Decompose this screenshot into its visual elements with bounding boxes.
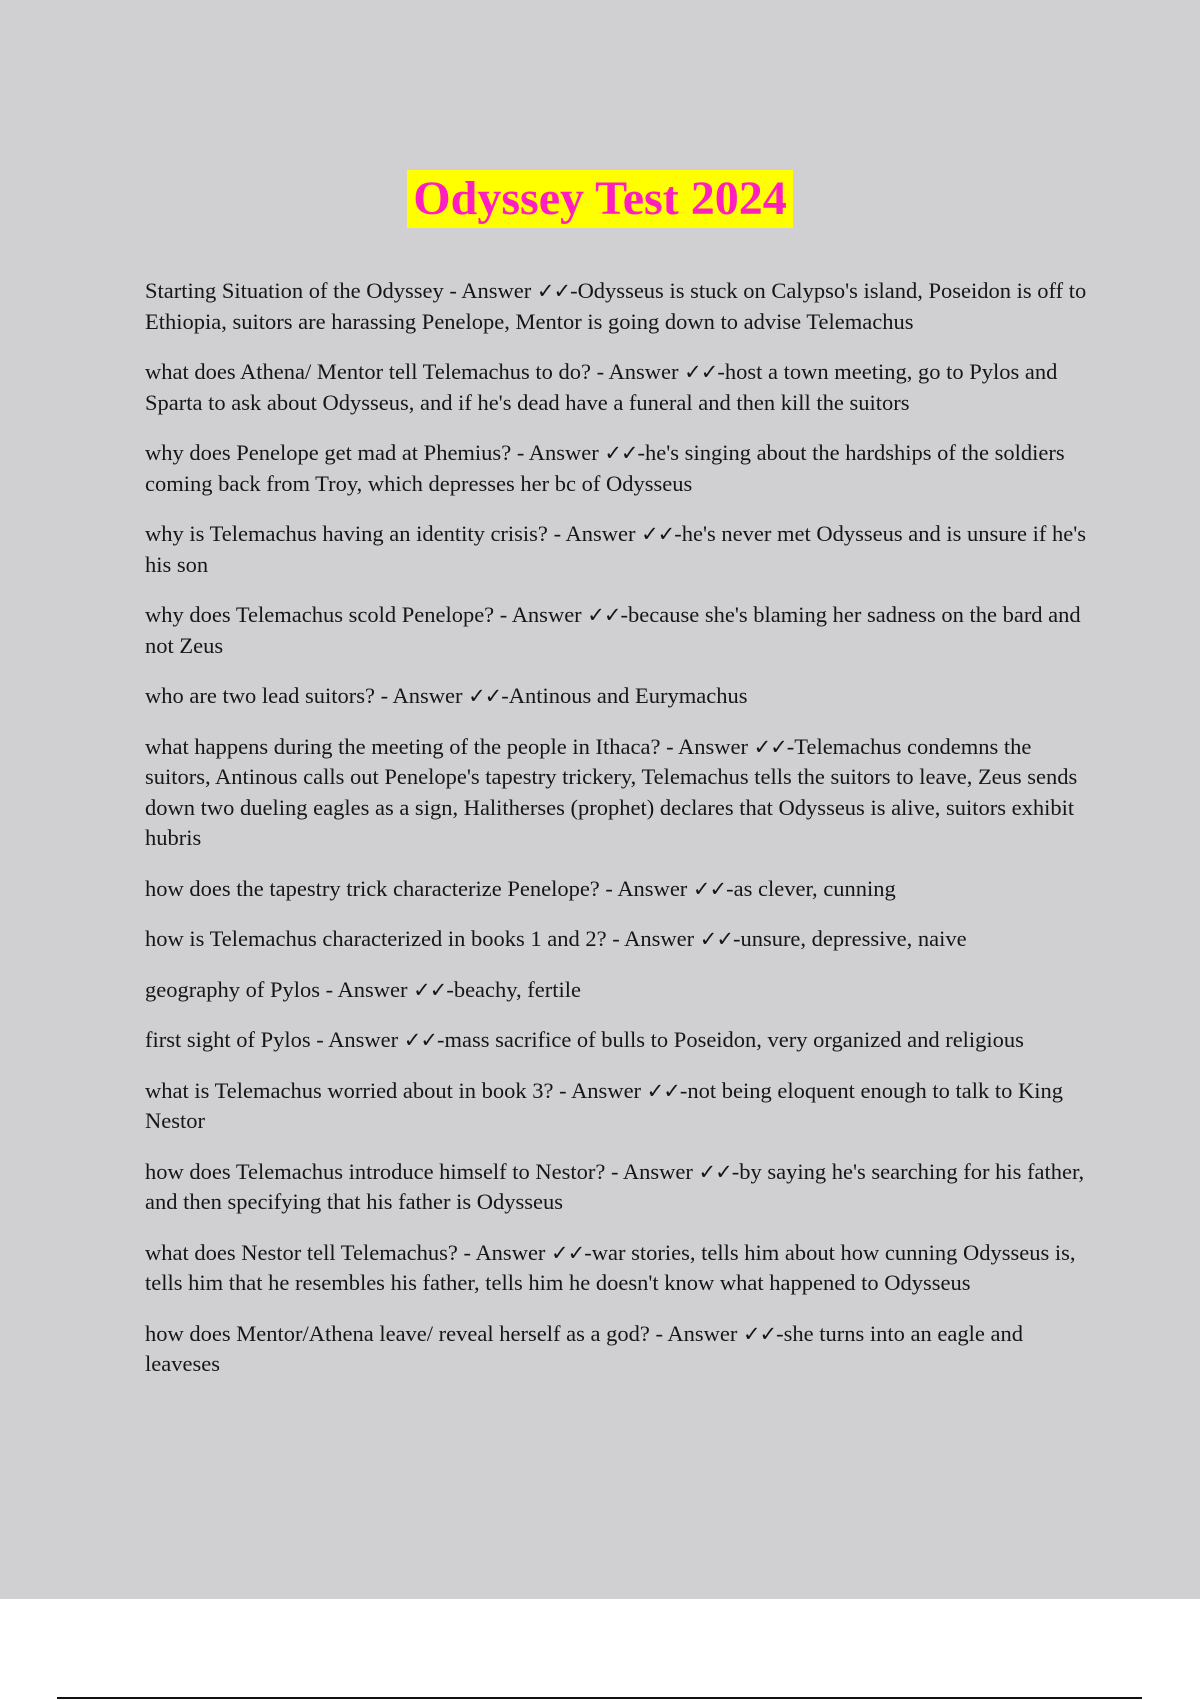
double-check-icon: ✓✓ [551,1240,585,1265]
document-title: Odyssey Test 2024 [407,170,792,228]
double-check-icon: ✓✓ [698,1159,732,1184]
question-text: geography of Pylos [145,976,320,1002]
qa-item: why does Penelope get mad at Phemius? - Answer ✓✓-he's singing about the hardships of the soldiers coming back from Troy, which depresses her bc of Odysseus [145,440,1065,496]
answer-text: host a town meeting, go to Pylos and Sparta to ask about Odysseus, and if he's dead have a funeral and then kill the suitors [145,359,1058,415]
answer-text: she turns into an eagle and leaveses [145,1320,1023,1376]
answer-label: Answer [475,1239,546,1265]
qa-item: how is Telemachus characterized in books 1 and 2? - Answer ✓✓-unsure, depressive, naive [145,926,967,951]
answer-label: Answer [461,278,532,303]
double-check-icon: ✓✓ [742,1321,777,1346]
answer-label: Answer [677,733,748,759]
qa-item: how does Mentor/Athena leave/ reveal herself as a god? - Answer ✓✓-she turns into an eagle and leaveses [145,1320,1023,1376]
double-check-icon: ✓✓ [699,927,733,951]
double-check-icon: ✓✓ [692,876,727,901]
qa-item: how does Telemachus introduce himself to Nestor? - Answer ✓✓-by saying he's searching for his father, and then specifying that his father is Odysseus [145,1158,1085,1214]
answer-label: Answer [617,875,688,901]
question-text: how is Telemachus characterized in books 1 and 2? [145,926,607,951]
answer-text: beachy, fertile [453,976,582,1002]
qa-item: what does Athena/ Mentor tell Telemachus to do? - Answer ✓✓-host a town meeting, go to Pylos and Sparta to ask about Odysseus, and if he's dead have a funeral and then kill the suitors [145,359,1058,415]
question-text: first sight of Pylos [145,1027,311,1052]
answer-text: because she's blaming her sadness on the bard and not Zeus [145,602,1081,658]
double-check-icon: ✓✓ [468,684,502,708]
answer-text: Odysseus is stuck on Calypso's island, Poseidon is off to Ethiopia, suitors are harassing Penelope, Mentor is going down to advise Telemachus [145,278,1087,334]
answer-label: Answer [667,1320,738,1346]
answer-label: Answer [528,440,599,465]
double-check-icon: ✓✓ [684,360,718,384]
question-text: why does Telemachus scold Penelope? [145,602,495,627]
answer-text: war stories, tells him about how cunning Odysseus is, tells him that he resembles his father, tells him he doesn't know what happened to Odysseus [145,1239,1076,1295]
qa-item: first sight of Pylos - Answer ✓✓-mass sacrifice of bulls to Poseidon, very organized and religious [145,1027,1024,1052]
answer-label: Answer [337,976,408,1002]
answer-text: Telemachus condemns the suitors, Antinous calls out Penelope's tapestry trickery, Telemachus tells the suitors to leave, Zeus sends down two dueling eagles as a sign, Halitherses (prophet) declares that Odysseus is alive, suitors exhibit hubris [145,733,1078,850]
double-check-icon: ✓✓ [604,441,638,465]
answer-text: not being eloquent enough to talk to King Nestor [145,1077,1063,1133]
page-bottom-margin [0,1599,1200,1700]
footer-divider [57,1697,1142,1699]
question-text: what does Nestor tell Telemachus? [145,1239,458,1265]
double-check-icon: ✓✓ [403,1028,437,1052]
double-check-icon: ✓✓ [536,279,571,303]
qa-item: what does Nestor tell Telemachus? - Answer ✓✓-war stories, tells him about how cunning Odysseus is, tells him that he resembles his father, tells him he doesn't know what happened to Odysseus [145,1239,1076,1295]
answer-text: unsure, depressive, naive [740,926,967,951]
qa-item: what happens during the meeting of the people in Ithaca? - Answer ✓✓-Telemachus condemns the suitors, Antinous calls out Penelope's tapestry trickery, Telemachus tells the suitors to leave, Zeus sends down two dueling eagles as a sign, Halitherses (prophet) declares that Odysseus is alive, suitors exhibit hubris [145,733,1078,850]
question-text: what happens during the meeting of the people in Ithaca? [145,733,661,759]
double-check-icon: ✓✓ [587,603,621,627]
answer-label: Answer [624,926,695,951]
question-text: Starting Situation of the Odyssey [145,278,444,303]
double-check-icon: ✓✓ [641,522,675,546]
answer-text: he's singing about the hardships of the soldiers coming back from Troy, which depresses her bc of Odysseus [145,440,1065,496]
answer-text: mass sacrifice of bulls to Poseidon, very organized and religious [444,1027,1024,1052]
qa-item: why is Telemachus having an identity crisis? - Answer ✓✓-he's never met Odysseus and is unsure if he's his son [145,521,1087,577]
qa-item: why does Telemachus scold Penelope? - Answer ✓✓-because she's blaming her sadness on the bard and not Zeus [145,602,1081,658]
qa-item: what is Telemachus worried about in book 3? - Answer ✓✓-not being eloquent enough to talk to King Nestor [145,1077,1063,1133]
answer-label: Answer [571,1077,642,1103]
question-text: what does Athena/ Mentor tell Telemachus to do? [145,359,592,384]
question-text: why does Penelope get mad at Phemius? [145,440,512,465]
answer-label: Answer [622,1158,693,1184]
qa-item: Starting Situation of the Odyssey - Answer ✓✓-Odysseus is stuck on Calypso's island, Poseidon is off to Ethiopia, suitors are harassing Penelope, Mentor is going down to advise Telemachus [145,278,1087,334]
question-text: how does the tapestry trick characterize Penelope? [145,875,600,901]
double-check-icon: ✓✓ [646,1078,680,1103]
qa-item: who are two lead suitors? - Answer ✓✓-Antinous and Eurymachus [145,683,748,708]
qa-item: how does the tapestry trick characterize Penelope? - Answer ✓✓-as clever, cunning [145,875,896,901]
answer-text: Antinous and Eurymachus [508,683,748,708]
qa-item: geography of Pylos - Answer ✓✓-beachy, fertile [145,976,582,1002]
answer-label: Answer [565,521,636,546]
qa-list [145,276,1095,1400]
question-text: how does Mentor/Athena leave/ reveal herself as a god? [145,1320,650,1346]
answer-label: Answer [392,683,463,708]
double-check-icon: ✓✓ [413,977,447,1002]
answer-text: as clever, cunning [733,875,896,901]
answer-label: Answer [608,359,679,384]
question-text: what is Telemachus worried about in book 3? [145,1077,554,1103]
answer-text: he's never met Odysseus and is unsure if he's his son [145,521,1087,577]
answer-label: Answer [511,602,582,627]
answer-text: by saying he's searching for his father, and then specifying that his father is Odysseus [145,1158,1085,1214]
answer-label: Answer [328,1027,399,1052]
question-text: who are two lead suitors? [145,683,375,708]
title-wrapper [0,170,1200,228]
question-text: how does Telemachus introduce himself to Nestor? [145,1158,606,1184]
double-check-icon: ✓✓ [753,734,787,759]
question-text: why is Telemachus having an identity crisis? [145,521,548,546]
